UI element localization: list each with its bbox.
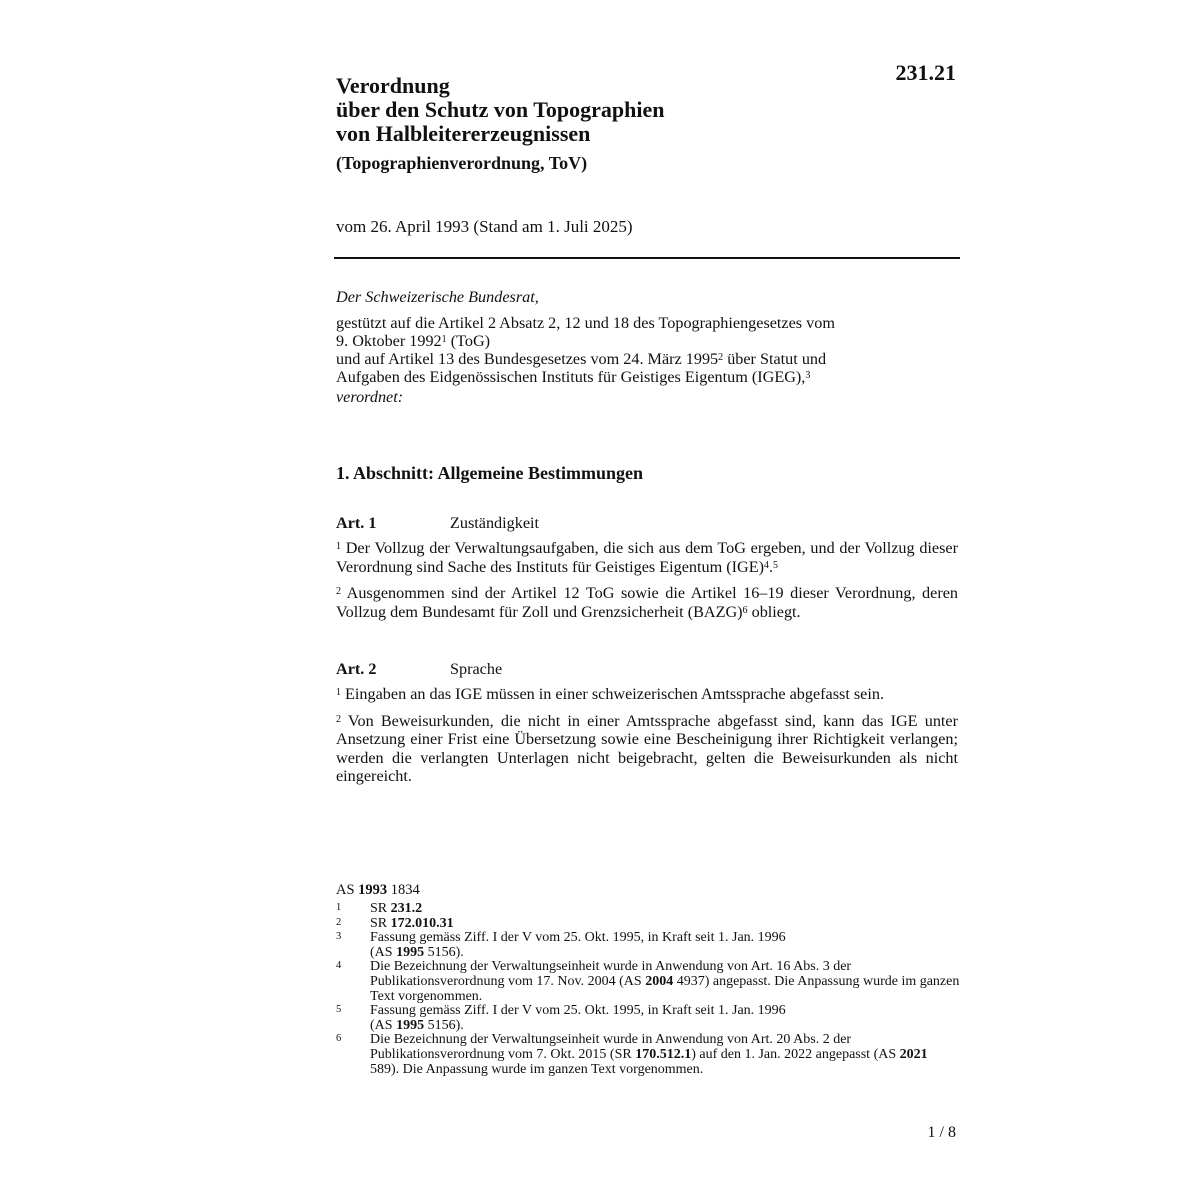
decrees: verordnet:	[336, 388, 404, 406]
paragraph-punct: .	[769, 557, 774, 576]
title-line-2: über den Schutz von Topographien	[336, 97, 665, 122]
article-2-header	[336, 659, 958, 679]
title-line-1: Verordnung	[336, 73, 450, 98]
article-2-number: Art. 2	[336, 660, 377, 678]
article-1-paragraph-1	[336, 539, 958, 576]
footnote-2	[336, 917, 960, 932]
source-page: 1834	[387, 882, 420, 898]
footnote-text: Die Bezeichnung der Verwaltungseinheit wurde in Anwendung von Art. 20 Abs. 2 der Publikationsverordnung vom 7. Okt. 2015 (SR 170.512.1) auf den 1. Jan. 2022 angepasst (AS 2021 589). Die Anpassung wurde im ganzen Text vorgenommen.	[370, 1032, 928, 1077]
legal-basis-2	[336, 350, 960, 386]
sr-number: 231.21	[895, 60, 956, 85]
footnote-ref-5[interactable]: 5	[773, 559, 779, 571]
article-1-number: Art. 1	[336, 514, 377, 532]
footnotes	[336, 902, 960, 1077]
article-2-paragraph-2	[336, 712, 958, 786]
article-1-header	[336, 513, 958, 533]
footnote-1	[336, 902, 960, 917]
legal-basis-2-cont: über Statut und	[723, 350, 827, 368]
footnote-number: 6	[336, 1033, 342, 1045]
legal-basis-1	[336, 314, 960, 350]
article-2-paragraph-1	[336, 685, 958, 704]
source-prefix: AS	[336, 882, 359, 898]
preamble	[336, 288, 960, 406]
footnote-ref-4[interactable]: 4	[764, 559, 769, 571]
legal-basis-2-text: und auf Artikel 13 des Bundesgesetzes vom 24. März 1995	[336, 350, 719, 368]
legal-basis-1-abbr: (ToG)	[446, 332, 491, 350]
footnote-text: Fassung gemäss Ziff. I der V vom 25. Okt. 1995, in Kraft seit 1. Jan. 1996 (AS 1995 5156).	[370, 1003, 786, 1033]
article-2-title: Sprache	[450, 660, 503, 678]
title-block	[336, 74, 856, 174]
paragraph-number: 2	[336, 713, 341, 725]
article-2	[336, 659, 958, 794]
article-1-title: Zuständigkeit	[450, 514, 540, 532]
paragraph-number: 1	[336, 687, 341, 698]
legal-basis-1-text: gestützt auf die Artikel 2 Absatz 2, 12 und 18 des Topographiengesetzes vom	[336, 314, 835, 332]
footnote-number: 5	[336, 1004, 342, 1016]
footnote-ref-1[interactable]: 1	[441, 334, 447, 345]
issuer: Der Schweizerische Bundesrat,	[336, 288, 539, 306]
footnote-text: SR 172.010.31	[370, 915, 454, 931]
short-title: (Topographienverordnung, ToV)	[336, 153, 588, 173]
page-number: 1 / 8	[927, 1124, 956, 1141]
source-reference	[336, 882, 420, 899]
footnote-number: 1	[336, 902, 342, 913]
footnote-text: SR 231.2	[370, 901, 423, 916]
footnote-5	[336, 1004, 960, 1033]
paragraph-end: obliegt.	[747, 602, 801, 621]
footnote-ref-3[interactable]: 3	[805, 370, 811, 381]
paragraph-text: Eingaben an das IGE müssen in einer schweizerischen Amtssprache abgefasst sein.	[341, 685, 885, 703]
article-1	[336, 513, 958, 629]
paragraph-text: Ausgenommen sind der Artikel 12 ToG sowie die Artikel 16–19 dieser Verordnung, deren Vollzug dem Bundesamt für Zoll und Grenzsicherheit (BAZG)	[336, 584, 958, 621]
paragraph-text: Von Beweisurkunden, die nicht in einer Amtssprache abgefasst sind, kann das IGE unter Ansetzung einer Frist eine Übersetzung sowie eine Bescheinigung ihrer Richtigkeit verlangen; werden die verlangten Unterlagen nicht beigebracht, gelten die Beweisurkunden als nicht eingereicht.	[336, 711, 958, 785]
section-heading: 1. Abschnitt: Allgemeine Bestimmungen	[336, 463, 644, 483]
footnote-4	[336, 960, 960, 1004]
paragraph-number: 2	[336, 586, 341, 597]
footnote-ref-2[interactable]: 2	[718, 352, 724, 363]
footnote-6	[336, 1033, 960, 1077]
source-year: 1993	[358, 882, 388, 898]
title-line-3: von Halbleitererzeugnissen	[336, 121, 591, 146]
legal-basis-2-end: Aufgaben des Eidgenössischen Instituts für Geistiges Eigentum (IGEG),	[336, 368, 806, 386]
paragraph-text: Der Vollzug der Verwaltungsaufgaben, die sich aus dem ToG ergeben, und der Vollzug dieser Verordnung sind Sache des Instituts für Geistiges Eigentum (IGE)	[336, 539, 958, 576]
footnote-text: Fassung gemäss Ziff. I der V vom 25. Okt. 1995, in Kraft seit 1. Jan. 1996 (AS 1995 5156).	[370, 930, 786, 960]
footnote-ref-6[interactable]: 6	[742, 604, 748, 616]
footnote-number: 4	[336, 960, 342, 972]
paragraph-number: 1	[336, 541, 341, 552]
footnote-3	[336, 931, 960, 960]
title-divider	[334, 257, 960, 259]
footnote-number: 2	[336, 916, 342, 928]
footnote-text: Die Bezeichnung der Verwaltungseinheit wurde in Anwendung von Art. 16 Abs. 3 der Publikationsverordnung vom 17. Nov. 2004 (AS 2004 4937) angepasst. Die Anpassung wurde im ganzen Text vorgenommen.	[370, 959, 960, 1004]
date-line: vom 26. April 1993 (Stand am 1. Juli 2025)	[336, 217, 633, 236]
legal-basis-1-date: 9. Oktober 1992	[336, 332, 442, 350]
footnote-number: 3	[336, 931, 342, 943]
article-1-paragraph-2	[336, 584, 958, 621]
